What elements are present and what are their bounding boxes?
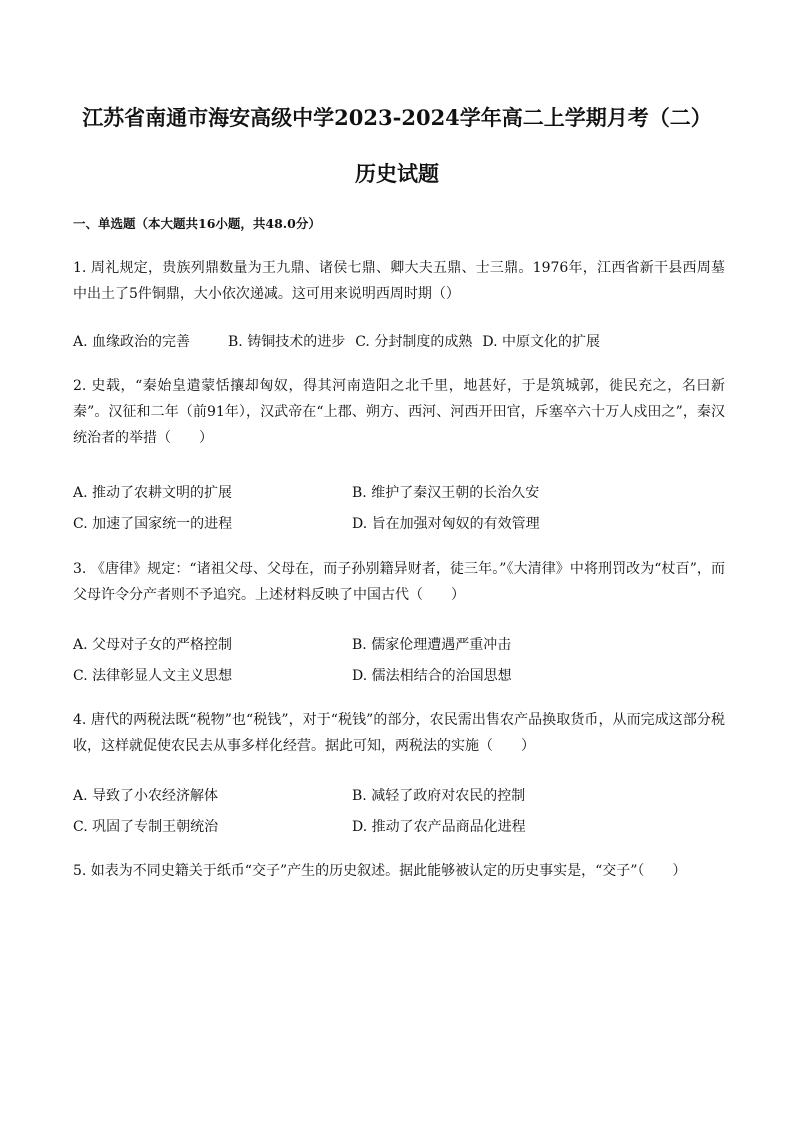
exam-subtitle: 历史试题 xyxy=(355,161,439,186)
question-1-option-c: C. 分封制度的成熟 xyxy=(355,334,473,350)
question-1-text: 1. 周礼规定，贵族列鼎数量为王九鼎、诸侯七鼎、卿大夫五鼎、士三鼎。1976年，江西省新干县西周墓中出土了5件铜鼎，大小依次递减。这可用来说明西周时期（） xyxy=(73,260,725,302)
question-3-option-a: A. 父母对子女的严格控制 xyxy=(73,637,233,653)
exam-title: 江苏省南通市海安高级中学2023-2024学年高二上学期月考（二） xyxy=(82,105,712,130)
question-3-text: 3. 《唐律》规定：“诸祖父母、父母在，而子孙别籍异财者，徒三年。”《大清律》中将刑罚改为“杖百”，而父母许令分产者则不予追究。上述材料反映了中国古代（ ） xyxy=(73,561,725,603)
question-4-option-a: A. 导致了小农经济解体 xyxy=(73,788,219,804)
question-3-option-b: B. 儒家伦理遭遇严重冲击 xyxy=(352,637,512,653)
question-4-option-b: B. 减轻了政府对农民的控制 xyxy=(352,788,526,804)
question-4-option-c: C. 巩固了专制王朝统治 xyxy=(73,819,219,835)
question-2-option-c: C. 加速了国家统一的进程 xyxy=(73,516,233,532)
question-1-option-a: A. 血缘政治的完善 xyxy=(73,334,191,350)
question-2-option-a: A. 推动了农耕文明的扩展 xyxy=(73,485,233,501)
question-1-option-d: D. 中原文化的扩展 xyxy=(482,334,600,350)
question-3-option-c: C. 法律彰显人文主义思想 xyxy=(73,668,233,684)
question-3-option-d: D. 儒法相结合的治国思想 xyxy=(352,668,512,684)
question-4-option-d: D. 推动了农产品商品化进程 xyxy=(352,819,526,835)
question-5-text: 5. 如表为不同史籍关于纸币“交子”产生的历史叙述。据此能够被认定的历史事实是，“交子”（ ） xyxy=(73,863,687,879)
question-2-option-d: D. 旨在加强对匈奴的有效管理 xyxy=(352,516,540,532)
question-1-options xyxy=(73,332,733,352)
question-1-option-b: B. 铸铜技术的进步 xyxy=(228,334,346,350)
question-4-text: 4. 唐代的两税法既“税物”也“税钱”，对于“税钱”的部分，农民需出售农产品换取货币，从而完成这部分税收，这样就促使农民去从事多样化经营。据此可知，两税法的实施（ ） xyxy=(73,712,725,754)
question-2-text: 2. 史载，“秦始皇遣蒙恬攘却匈奴，得其河南造阳之北千里，地甚好，于是筑城郭，徙民充之，名曰新秦”。汉征和二年（前91年），汉武帝在“上郡、朔方、西河、河西开田官，斥塞卒六十万人戍田之”，秦汉统治者的举措（ ） xyxy=(73,378,725,446)
question-2-option-b: B. 维护了秦汉王朝的长治久安 xyxy=(352,485,540,501)
section-header: 一、单选题（本大题共16小题，共48.0分） xyxy=(73,216,321,231)
